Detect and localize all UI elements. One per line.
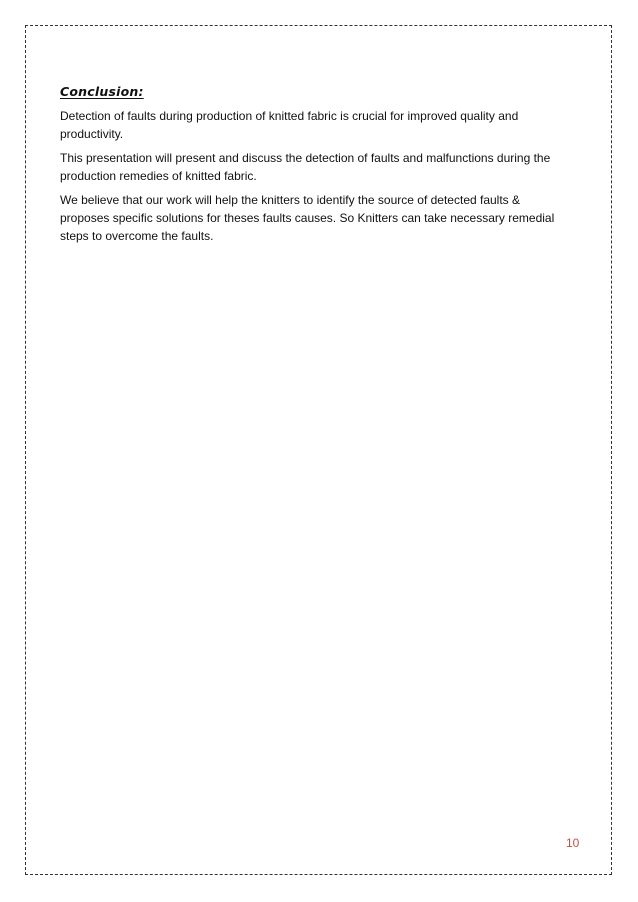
section-heading: Conclusion: [60,84,144,99]
paragraph-detection: Detection of faults during production of knitted fabric is crucial for improved quality and productivity. [60,109,519,141]
page-number: 10 [566,836,580,850]
paragraph-belief: We believe that our work will help the knitters to identify the source of detected faults & proposes specific solutions for theses faults causes. So Knitters can take necessary remedial steps to overcome the faults. [60,193,555,243]
paragraph-presentation: This presentation will present and discuss the detection of faults and malfunctions during the production remedies of knitted fabric. [60,151,551,183]
